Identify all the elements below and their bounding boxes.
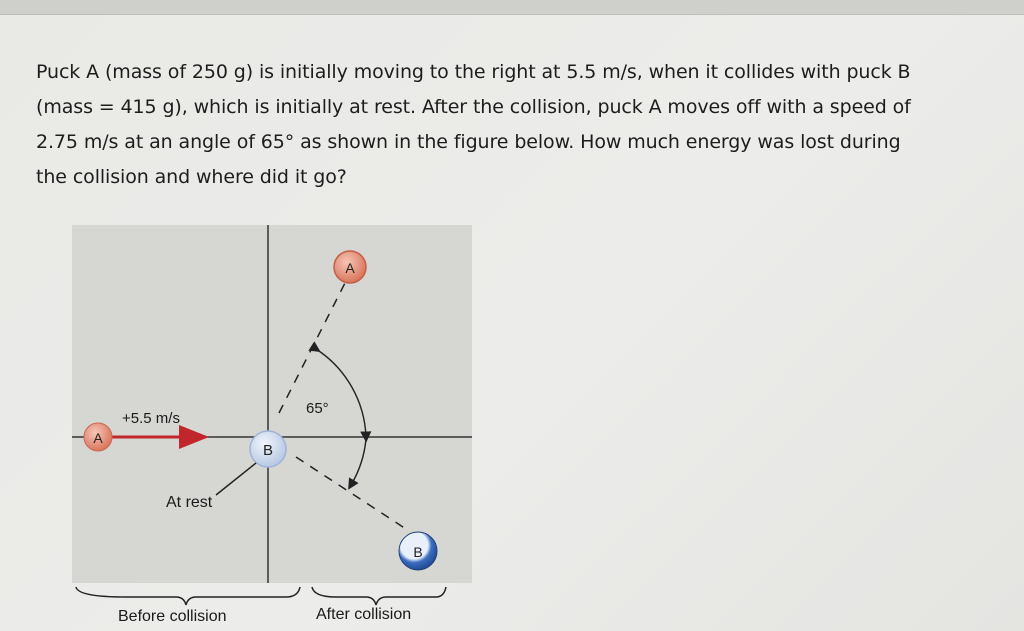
after-brace (312, 587, 446, 605)
after-caption: After collision (316, 606, 412, 623)
puck-a-label: A (93, 430, 103, 446)
collision-figure (66, 217, 476, 625)
after-puck-a-label: A (345, 260, 355, 276)
question-text (36, 55, 1016, 195)
before-caption: Before collision (118, 608, 227, 625)
question-line: Puck A (mass of 250 g) is initially moving to the right at 5.5 m/s, when it collides with puck B (36, 61, 911, 83)
at-rest-label: At rest (166, 494, 213, 511)
document-page (0, 14, 1024, 631)
velocity-label: +5.5 m/s (122, 410, 180, 427)
puck-b-label: B (262, 442, 274, 459)
question-line: the collision and where did it go? (36, 166, 347, 188)
before-brace (76, 587, 300, 605)
angle-label: 65° (306, 400, 329, 417)
question-line: (mass = 415 g), which is initially at rest. After the collision, puck A moves off with a speed of (36, 96, 911, 118)
question-line: 2.75 m/s at an angle of 65° as shown in the figure below. How much energy was lost during (36, 131, 901, 153)
after-puck-b-label: B (413, 544, 423, 560)
figure-panel (72, 225, 472, 583)
collision-diagram (66, 217, 476, 622)
